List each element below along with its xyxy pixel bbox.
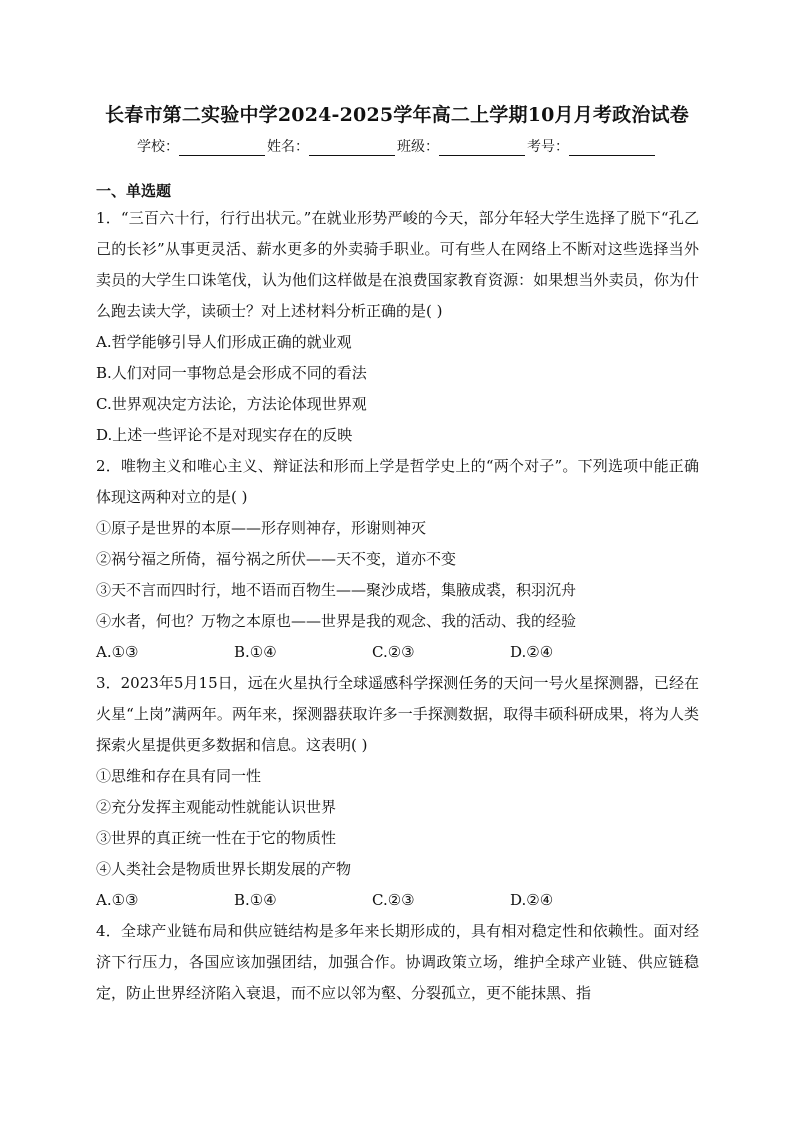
- question-3-stem: 3．2023年5月15日，远在火星执行全球遥感科学探测任务的天问一号火星探测器，已经在火星“上岗”满两年。两年来，探测器获取许多一手探测数据，取得丰硕科研成果，将为人类探索火星提供更多数据和信息。这表明( ): [96, 674, 699, 754]
- question-2-item-1: ①原子是世界的本原——形存则神存，形谢则神灭: [96, 519, 427, 537]
- question-2-stem: 2．唯物主义和唯心主义、辩证法和形而上学是哲学史上的“两个对子”。下列选项中能正确体现这两种对立的是( ): [96, 457, 699, 506]
- question-3-option-d: D.②④: [510, 891, 554, 909]
- question-1-option-d: D.上述一些评论不是对现实存在的反映: [96, 426, 353, 444]
- exam-no-label: 考号：: [527, 139, 569, 155]
- question-1-option-c: C.世界观决定方法论，方法论体现世界观: [96, 395, 367, 413]
- question-2-option-c: C.②③: [372, 643, 415, 661]
- question-2-option-b: B.①④: [234, 643, 277, 661]
- question-2-item-3: ③天不言而四时行，地不语而百物生——聚沙成塔，集腋成裘，积羽沉舟: [96, 581, 577, 599]
- name-field[interactable]: [267, 136, 397, 156]
- question-3-item-1: ①思维和存在具有同一性: [96, 767, 262, 785]
- class-blank[interactable]: [439, 139, 525, 156]
- school-label: 学校：: [137, 139, 179, 155]
- question-2-option-a: A.①③: [96, 643, 139, 661]
- student-info-row: [0, 136, 794, 156]
- question-3-item-2: ②充分发挥主观能动性就能认识世界: [96, 798, 337, 816]
- exam-no-field[interactable]: [527, 136, 657, 156]
- question-1-stem: 1．“三百六十行，行行出状元。”在就业形势严峻的今天，部分年轻大学生选择了脱下“孔乙己的长衫”从事更灵活、薪水更多的外卖骑手职业。可有些人在网络上不断对这些选择当外卖员的大学生口诛笔伐，认为他们这样做是在浪费国家教育资源：如果想当外卖员，你为什么跑去读大学，读硕士？对上述材料分析正确的是( ): [96, 209, 699, 320]
- question-3-item-3: ③世界的真正统一性在于它的物质性: [96, 829, 337, 847]
- section-title: 一、单选题: [96, 182, 172, 200]
- name-label: 姓名：: [267, 139, 309, 155]
- class-field[interactable]: [397, 136, 527, 156]
- question-3-item-4: ④人类社会是物质世界长期发展的产物: [96, 860, 352, 878]
- question-3-options: [96, 885, 699, 916]
- question-3-option-c: C.②③: [372, 891, 415, 909]
- name-blank[interactable]: [309, 139, 395, 156]
- question-3-option-b: B.①④: [234, 891, 277, 909]
- class-label: 班级：: [397, 139, 439, 155]
- question-2-option-d: D.②④: [510, 643, 554, 661]
- question-2-item-4: ④水者，何也？万物之本原也——世界是我的观念、我的活动、我的经验: [96, 612, 577, 630]
- questions: [96, 203, 699, 1009]
- exam-title: 长春市第二实验中学2024-2025学年高二上学期10月月考政治试卷: [105, 104, 689, 126]
- question-1-option-b: B.人们对同一事物总是会形成不同的看法: [96, 364, 367, 382]
- question-3-option-a: A.①③: [96, 891, 139, 909]
- question-4-stem: 4．全球产业链布局和供应链结构是多年来长期形成的，具有相对稳定性和依赖性。面对经济下行压力，各国应该加强团结，加强合作。协调政策立场，维护全球产业链、供应链稳定，防止世界经济陷入衰退，而不应以邻为壑、分裂孤立，更不能抹黑、指: [96, 922, 699, 1002]
- question-2-options: [96, 637, 699, 668]
- question-1-option-a: A.哲学能够引导人们形成正确的就业观: [96, 333, 352, 351]
- school-blank[interactable]: [179, 139, 265, 156]
- school-field[interactable]: [137, 136, 267, 156]
- exam-no-blank[interactable]: [569, 139, 655, 156]
- question-2-item-2: ②祸兮福之所倚，福兮祸之所伏——天不变，道亦不变: [96, 550, 457, 568]
